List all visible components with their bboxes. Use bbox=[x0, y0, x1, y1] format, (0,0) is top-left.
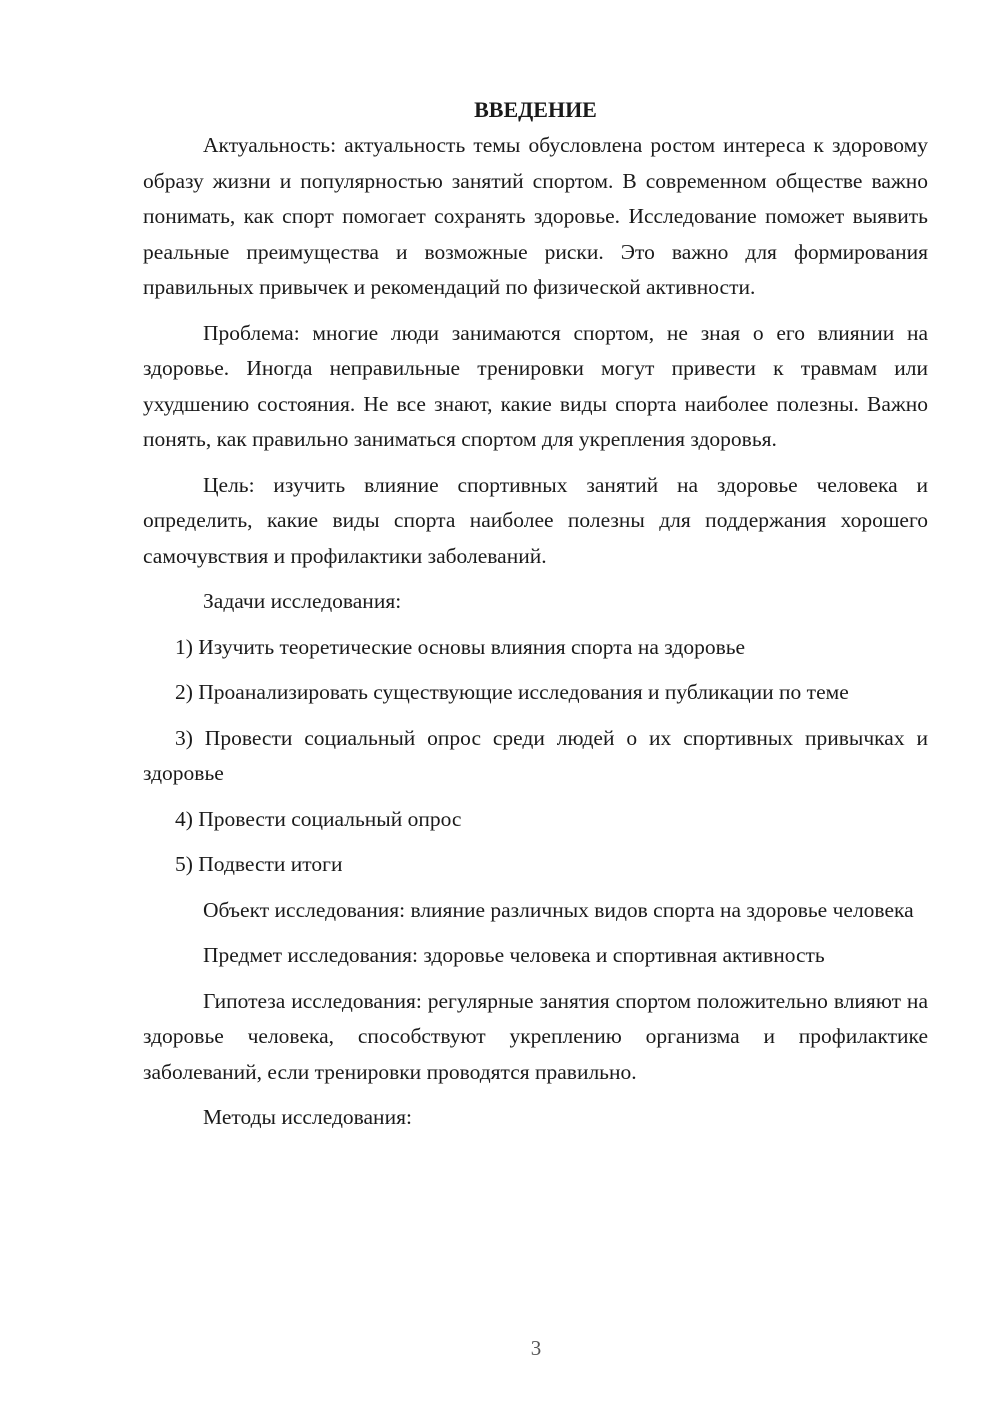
paragraph-hypothesis: Гипотеза исследования: регулярные занятия спортом положительно влияют на здоровье человека, способствуют укреплению организма и профилактике заболеваний, если тренировки проводятся правильно. bbox=[143, 988, 928, 1084]
paragraph-tasks-heading: Задачи исследования: bbox=[203, 589, 402, 613]
paragraph-subject: Предмет исследования: здоровье человека и спортивная активность bbox=[203, 943, 825, 967]
task-item: 3) Провести социальный опрос среди людей о их спортивных привычках и здоровье bbox=[143, 725, 928, 785]
paragraph-goal: Цель: изучить влияние спортивных занятий на здоровье человека и определить, какие виды спорта наиболее полезны для поддержания хорошего самочувствия и профилактики заболеваний. bbox=[143, 472, 928, 568]
section-title: ВВЕДЕНИЕ bbox=[474, 97, 597, 122]
page-number: 3 bbox=[530, 1336, 542, 1360]
paragraph-relevance: Актуальность: актуальность темы обусловлена ростом интереса к здоровому образу жизни и популярностью занятий спортом. В современном обществе важно понимать, как спорт помогает сохранять здоровье. Исследование поможет выявить реальные преимущества и возможные риски. Это важно для формирования правильных привычек и рекомендаций по физической активности. bbox=[143, 133, 928, 299]
task-item: 1) Изучить теоретические основы влияния спорта на здоровье bbox=[175, 634, 746, 659]
paragraph-problem: Проблема: многие люди занимаются спортом, не зная о его влиянии на здоровье. Иногда неправильные тренировки могут привести к травмам или ухудшению состояния. Не все знают, какие виды спорта наиболее полезны. Важно понять, как правильно заниматься спортом для укрепления здоровья. bbox=[143, 320, 928, 451]
task-item: 5) Подвести итоги bbox=[175, 852, 343, 876]
document-page bbox=[143, 92, 928, 1136]
paragraph-object: Объект исследования: влияние различных видов спорта на здоровье человека bbox=[203, 897, 914, 922]
task-item: 4) Провести социальный опрос bbox=[175, 806, 462, 831]
paragraph-methods: Методы исследования: bbox=[203, 1105, 412, 1129]
task-item: 2) Проанализировать существующие исследования и публикации по теме bbox=[175, 680, 849, 704]
